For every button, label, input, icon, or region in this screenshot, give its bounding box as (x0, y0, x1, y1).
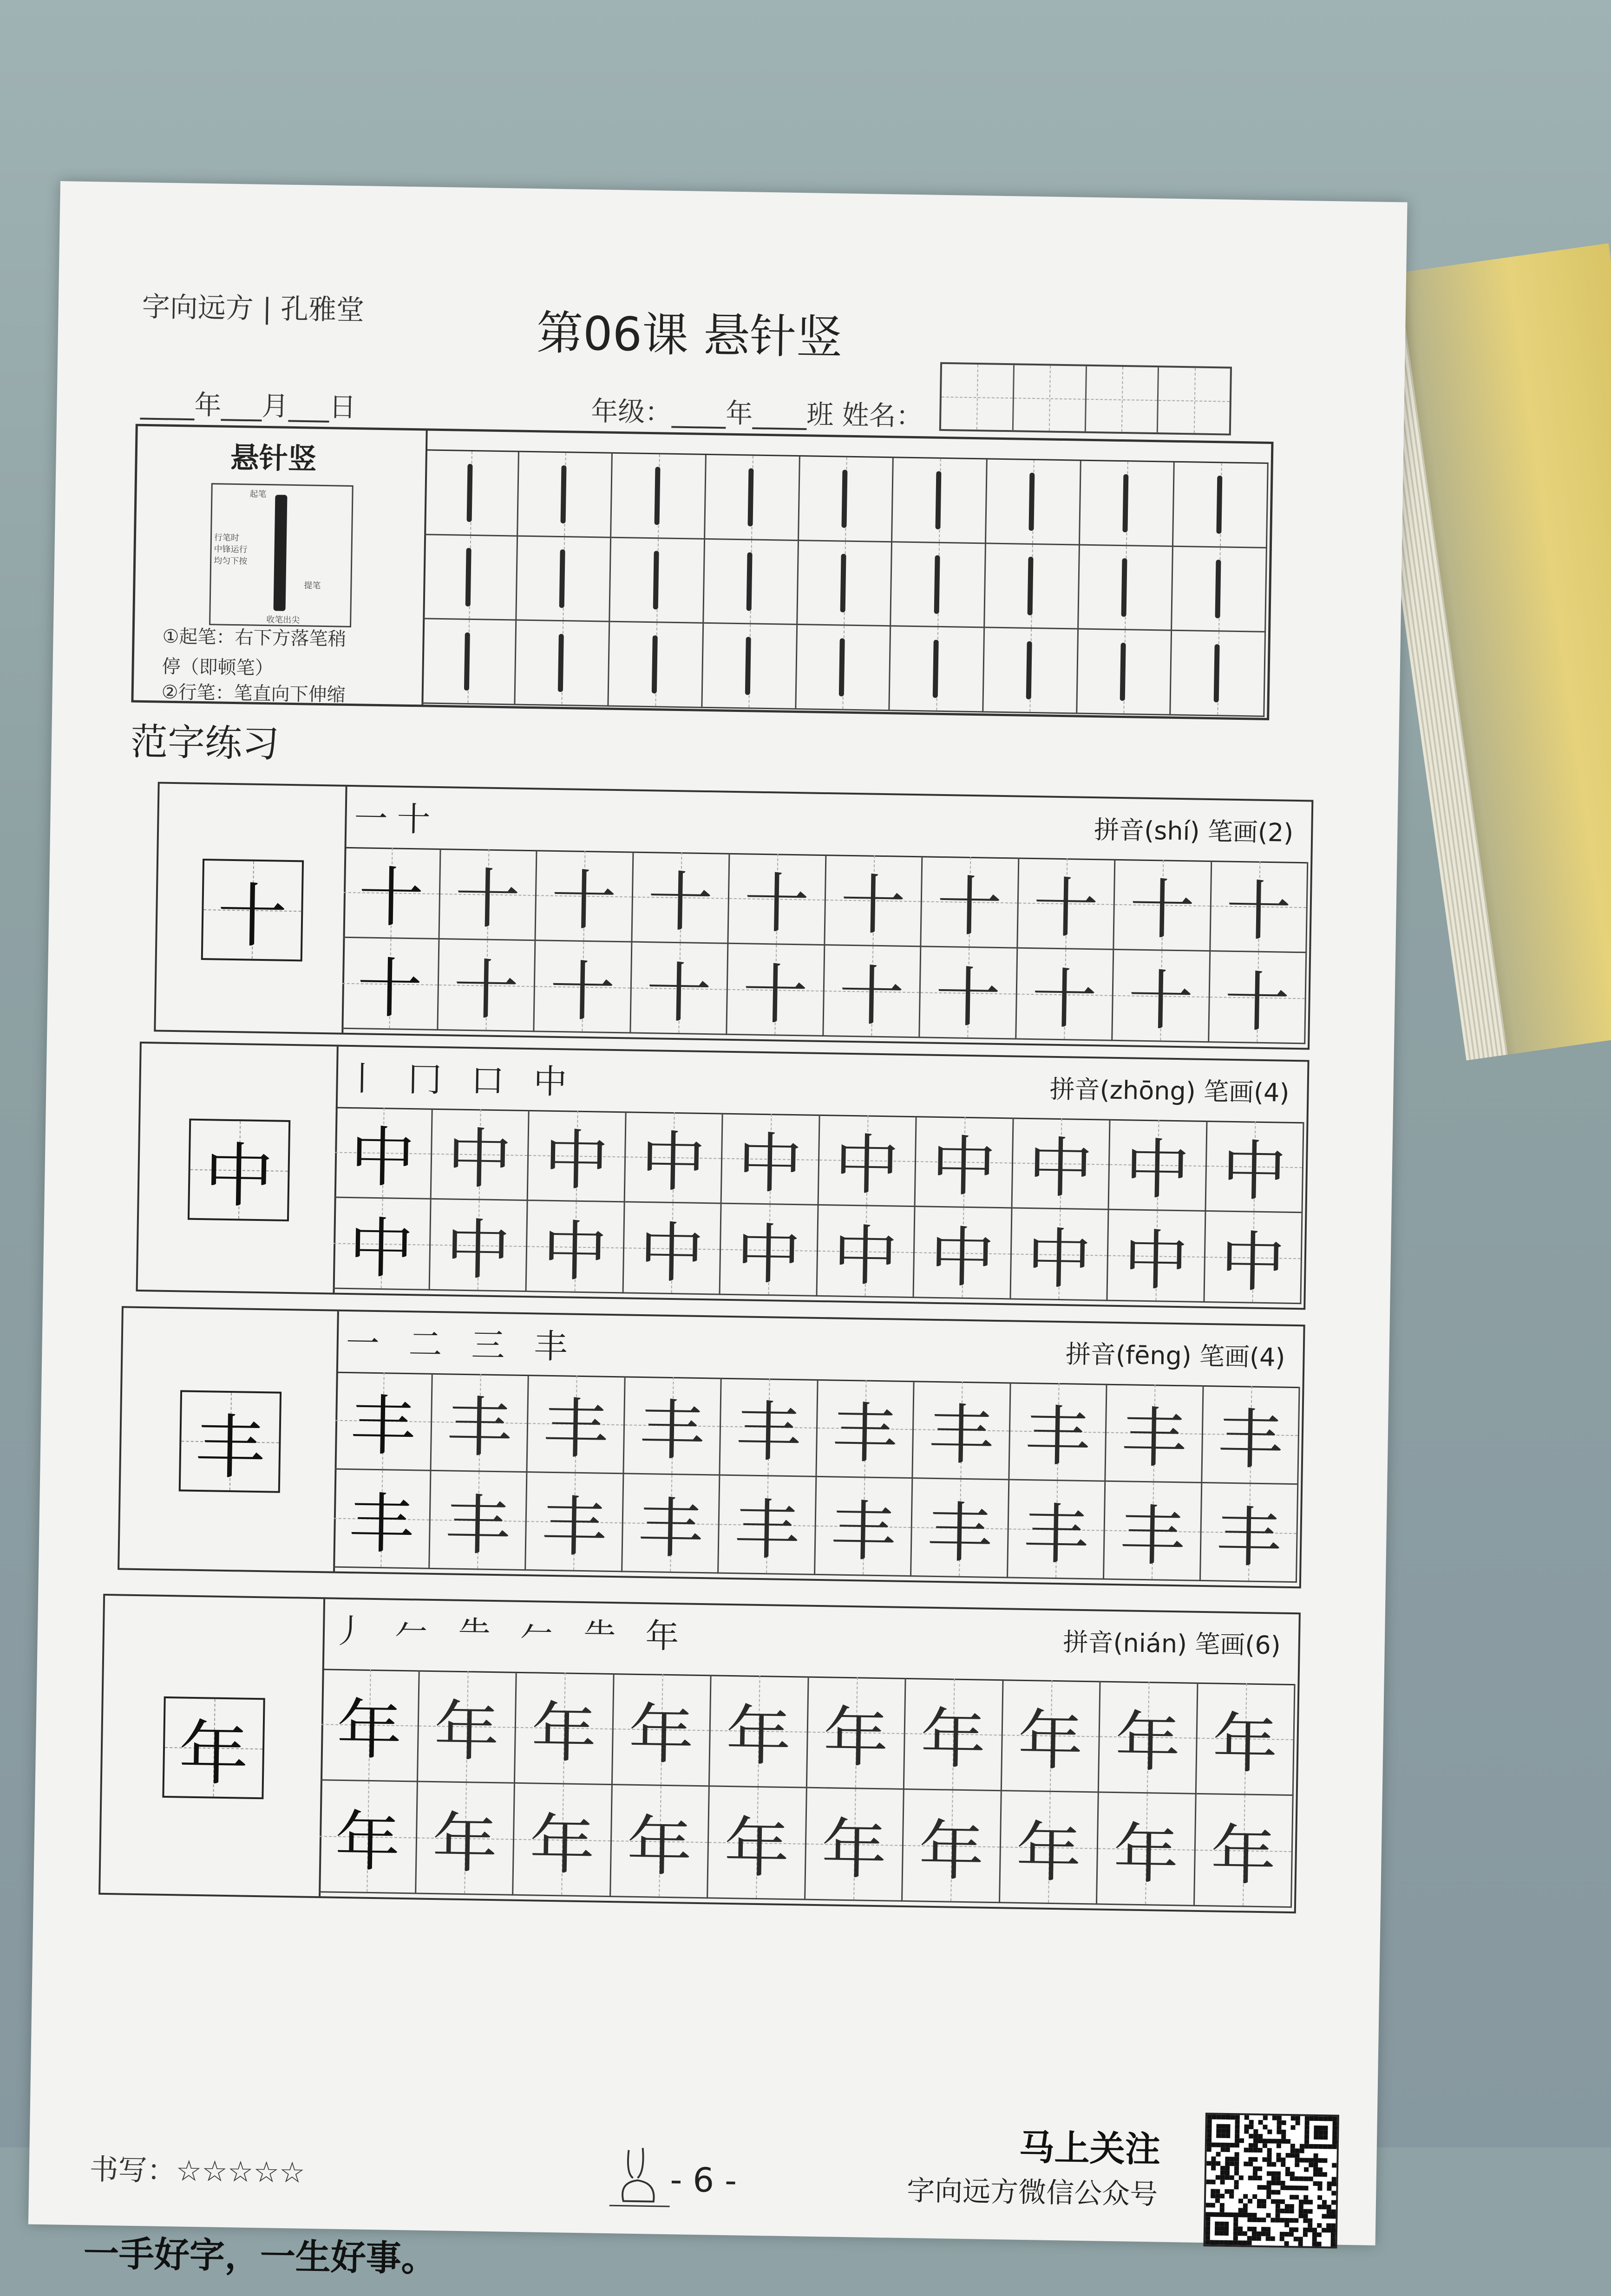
traced-vertical-stroke (747, 553, 753, 611)
written-character: 年 (920, 1701, 987, 1778)
brand-logo: 字向远方 | 孔雅堂 (142, 290, 365, 327)
written-character: 十 (935, 959, 1002, 1037)
practice-cell[interactable] (719, 1476, 817, 1575)
practice-cell[interactable] (708, 1787, 807, 1900)
traced-vertical-stroke (652, 635, 658, 693)
stroke-practice-cell[interactable] (424, 450, 519, 536)
practice-cell[interactable] (921, 856, 1019, 948)
written-character: 年 (432, 1805, 498, 1882)
written-character: 丰 (637, 1490, 704, 1567)
practice-cell[interactable] (430, 1471, 528, 1571)
practice-cell[interactable] (418, 1670, 517, 1784)
character-practice-block (136, 1042, 1309, 1310)
stroke-practice-cell[interactable] (610, 538, 706, 624)
diagram-note: 起笔 (249, 489, 267, 500)
stroke-practice-cell[interactable] (1080, 461, 1175, 547)
written-character: 年 (1210, 1817, 1277, 1895)
practice-cell[interactable] (439, 848, 537, 941)
written-character: 丰 (542, 1391, 609, 1468)
practice-cell[interactable] (1196, 1683, 1295, 1796)
character-practice-block (154, 782, 1313, 1050)
traced-vertical-stroke (654, 467, 660, 525)
written-character: 十 (358, 860, 425, 937)
written-character: 丰 (928, 1397, 995, 1474)
pinyin-stroke-count: 拼音(shí) 笔画(2) (1094, 815, 1294, 848)
practice-cell[interactable] (1008, 1480, 1106, 1579)
practice-cell[interactable] (1194, 1794, 1293, 1908)
practice-cell[interactable] (710, 1675, 809, 1788)
written-character: 中 (542, 1213, 608, 1291)
written-character: 中 (446, 1121, 513, 1198)
model-character-box (188, 1119, 290, 1221)
practice-cell[interactable] (513, 1784, 612, 1897)
written-character: 丰 (349, 1388, 416, 1465)
traced-vertical-stroke (934, 555, 940, 613)
lesson-title: 第06课 悬针竖 (536, 306, 843, 365)
model-character: 年 (178, 1713, 249, 1795)
practice-cell[interactable] (1104, 1482, 1202, 1581)
written-character: 年 (336, 1692, 403, 1769)
written-character: 丰 (926, 1495, 993, 1572)
practice-cell[interactable] (720, 1378, 818, 1477)
practice-cell[interactable] (1109, 1119, 1207, 1212)
written-character: 年 (823, 1699, 889, 1776)
written-character: 中 (348, 1211, 414, 1288)
practice-cell[interactable] (333, 1470, 431, 1569)
practice-cell[interactable] (819, 1115, 917, 1207)
motto: 一手好字，一生好事。 (83, 2232, 437, 2280)
practice-cell[interactable] (1107, 1210, 1206, 1303)
written-character: 中 (832, 1218, 899, 1295)
pinyin-stroke-count: 拼音(nián) 笔画(6) (1063, 1627, 1281, 1660)
stroke-practice-cell[interactable] (1172, 547, 1267, 633)
practice-cell[interactable] (722, 1113, 820, 1206)
practice-cell[interactable] (623, 1202, 722, 1295)
practice-cell[interactable] (913, 1381, 1011, 1480)
practice-cell[interactable] (1114, 859, 1212, 952)
written-character: 丰 (1217, 1401, 1284, 1479)
stroke-practice-cell[interactable] (702, 624, 797, 710)
practice-cell[interactable] (1202, 1385, 1300, 1485)
written-character: 中 (1221, 1133, 1288, 1210)
traced-vertical-stroke (1215, 560, 1221, 618)
name-box[interactable] (1086, 366, 1159, 432)
model-character-box (179, 1390, 282, 1493)
written-character: 十 (646, 955, 712, 1032)
practice-cell[interactable] (1011, 1208, 1109, 1301)
name-box[interactable] (1014, 365, 1087, 431)
written-character: 年 (1212, 1705, 1278, 1783)
practice-cell[interactable] (911, 1479, 1009, 1578)
model-character-box (162, 1696, 265, 1799)
stroke-practice-cell[interactable] (704, 540, 799, 626)
written-character: 十 (550, 862, 617, 939)
written-character: 十 (1224, 964, 1290, 1041)
qr-code-icon[interactable] (1203, 2113, 1339, 2248)
practice-cell[interactable] (343, 847, 441, 939)
stroke-practice-cell[interactable] (1079, 545, 1174, 631)
traced-vertical-stroke (1213, 644, 1219, 702)
written-character: 丰 (832, 1395, 898, 1473)
practice-cell[interactable] (631, 943, 729, 1035)
practice-cell[interactable] (815, 1477, 913, 1577)
stroke-order: 一十 (354, 799, 440, 839)
traced-vertical-stroke (653, 551, 659, 609)
written-character: 丰 (1024, 1398, 1091, 1475)
written-character: 十 (936, 868, 1003, 946)
practice-cell[interactable] (824, 946, 922, 1038)
written-character: 十 (453, 952, 519, 1029)
practice-cell[interactable] (625, 1111, 723, 1204)
written-character: 丰 (446, 1389, 512, 1467)
stroke-guide (133, 426, 427, 705)
written-character: 丰 (639, 1392, 705, 1469)
stroke-practice-cell[interactable] (983, 628, 1078, 714)
written-character: 丰 (1022, 1496, 1089, 1573)
rabbit-icon (609, 2140, 671, 2211)
section-title: 范字练习 (130, 720, 280, 766)
written-character: 中 (1124, 1132, 1191, 1209)
written-character: 中 (640, 1124, 707, 1201)
character-practice-grid[interactable] (333, 1372, 1300, 1583)
written-character: 年 (334, 1804, 401, 1881)
stroke-practice-cell[interactable] (609, 622, 704, 708)
written-character: 中 (638, 1215, 705, 1292)
traced-vertical-stroke (561, 465, 567, 523)
written-character: 丰 (348, 1486, 415, 1563)
written-character: 中 (445, 1212, 511, 1289)
traced-vertical-stroke (1216, 476, 1222, 534)
traced-vertical-stroke (1026, 641, 1032, 699)
practice-cell[interactable] (1209, 952, 1307, 1044)
name-boxes[interactable] (939, 362, 1232, 436)
diagram-note: 提笔 (304, 581, 321, 591)
stroke-order: 丿 𠂉 ⺧ 𠂉 ⺧ 年 (332, 1611, 689, 1656)
written-character: 年 (725, 1698, 792, 1775)
written-character: 十 (1129, 872, 1196, 949)
character-practice-block (118, 1306, 1305, 1588)
written-character: 年 (626, 1808, 693, 1885)
diagram-note: 中锋运行 (214, 544, 248, 555)
written-character: 中 (930, 1128, 997, 1206)
practice-cell[interactable] (536, 850, 634, 942)
stroke-practice-cell[interactable] (611, 454, 707, 540)
practice-cell[interactable] (528, 1110, 627, 1202)
practice-cell[interactable] (1002, 1679, 1100, 1793)
stroke-practice-cell[interactable] (892, 458, 988, 544)
stroke-diagram (209, 483, 354, 627)
model-character-panel (156, 784, 347, 1033)
written-character: 年 (1015, 1814, 1082, 1892)
practice-cell[interactable] (817, 1206, 916, 1298)
traced-vertical-stroke (1028, 557, 1034, 615)
written-character: 中 (929, 1220, 995, 1297)
written-character: 丰 (541, 1489, 608, 1566)
practice-cell[interactable] (904, 1678, 1003, 1791)
practice-cell[interactable] (526, 1473, 624, 1572)
stroke-practice-cell[interactable] (1077, 630, 1172, 716)
practice-cell[interactable] (916, 1116, 1014, 1208)
stroke-practice-cell[interactable] (799, 457, 894, 542)
stroke-practice-cell[interactable] (517, 536, 612, 622)
practice-cell[interactable] (1000, 1791, 1099, 1905)
traced-vertical-stroke (840, 554, 846, 612)
written-character: 十 (1033, 870, 1099, 947)
practice-cell[interactable] (1009, 1382, 1107, 1481)
wechat-account-label: 字向远方微信公众号 (906, 2174, 1158, 2211)
written-character: 年 (433, 1693, 500, 1770)
traced-vertical-stroke (467, 464, 473, 522)
traced-vertical-stroke (464, 633, 470, 691)
stroke-practice-cell[interactable] (705, 455, 800, 541)
practice-cell[interactable] (527, 1201, 625, 1293)
practice-cell[interactable] (720, 1204, 819, 1297)
practice-cell[interactable] (825, 854, 923, 947)
character-practice-grid[interactable] (333, 1107, 1304, 1305)
written-character: 丰 (1215, 1499, 1282, 1577)
model-character: 中 (203, 1135, 275, 1218)
stroke-practice-cell[interactable] (798, 541, 893, 627)
practice-cell[interactable] (632, 852, 730, 944)
written-character: 中 (737, 1126, 803, 1203)
practice-cell[interactable] (1099, 1681, 1198, 1794)
practice-cell[interactable] (438, 939, 536, 1032)
written-character: 十 (1031, 961, 1098, 1038)
written-character: 十 (1127, 963, 1194, 1040)
written-character: 年 (1113, 1816, 1179, 1893)
traced-vertical-stroke (745, 637, 751, 695)
practice-cell[interactable] (806, 1788, 904, 1902)
practice-cell[interactable] (611, 1785, 710, 1898)
written-character: 年 (529, 1807, 596, 1884)
practice-cell[interactable] (534, 941, 632, 1033)
practice-cell[interactable] (334, 1107, 433, 1200)
written-character: 十 (1225, 873, 1292, 950)
pinyin-stroke-count: 拼音(fēng) 笔画(4) (1065, 1339, 1286, 1372)
practice-cell[interactable] (807, 1676, 906, 1790)
practice-cell[interactable] (515, 1672, 614, 1785)
traced-vertical-stroke (839, 639, 845, 697)
stroke-practice-cell[interactable] (423, 535, 517, 621)
practice-cell[interactable] (430, 1200, 528, 1292)
practice-cell[interactable] (624, 1376, 722, 1475)
traced-vertical-stroke (1122, 474, 1128, 532)
written-character: 中 (833, 1127, 900, 1204)
traced-vertical-stroke (842, 470, 848, 528)
stroke-practice-cell[interactable] (421, 620, 516, 705)
traced-vertical-stroke (935, 471, 941, 529)
written-character: 十 (743, 866, 810, 943)
stroke-practice-panel (131, 424, 1273, 720)
written-character: 年 (1114, 1704, 1181, 1781)
model-character: 丰 (194, 1407, 266, 1489)
practice-cell[interactable] (431, 1373, 529, 1473)
practice-cell[interactable] (903, 1790, 1002, 1903)
diagram-note: 行笔时 (214, 533, 240, 543)
name-box[interactable] (941, 364, 1015, 430)
written-character: 丰 (735, 1394, 802, 1471)
stroke-practice-cell[interactable] (1171, 631, 1266, 717)
written-character: 中 (349, 1120, 416, 1197)
written-character: 中 (1027, 1130, 1094, 1207)
practice-cell[interactable] (334, 1372, 432, 1471)
stroke-practice-cell[interactable] (1173, 463, 1269, 548)
practice-cell[interactable] (914, 1207, 1012, 1299)
diagram-note: 均匀下按 (214, 556, 248, 567)
written-character: 年 (628, 1696, 694, 1774)
follow-heading: 马上关注 (1019, 2126, 1161, 2170)
traced-vertical-stroke (558, 634, 564, 692)
model-character-panel (138, 1044, 339, 1293)
practice-cell[interactable] (319, 1781, 418, 1894)
written-character: 十 (840, 867, 906, 944)
stroke-note: ②行笔：笔直向下伸缩 (161, 681, 346, 706)
stroke-practice-cell[interactable] (518, 452, 613, 538)
written-character: 丰 (733, 1492, 800, 1569)
practice-cell[interactable] (333, 1198, 432, 1291)
character-practice-block (98, 1594, 1301, 1913)
traced-vertical-stroke (465, 548, 472, 606)
practice-cell[interactable] (341, 938, 439, 1031)
practice-cell[interactable] (1106, 1384, 1204, 1483)
written-character: 年 (1017, 1702, 1084, 1780)
vertical-stroke-example (274, 495, 288, 611)
name-box[interactable] (1158, 367, 1230, 433)
pinyin-stroke-count: 拼音(zhōng) 笔画(4) (1049, 1074, 1290, 1108)
stroke-practice-cell[interactable] (985, 544, 1080, 630)
written-character: 年 (821, 1811, 887, 1888)
practice-cell[interactable] (1016, 949, 1114, 1041)
written-character: 丰 (1120, 1400, 1187, 1477)
written-character: 丰 (830, 1493, 897, 1571)
model-character-box (201, 859, 304, 961)
worksheet-page (28, 181, 1408, 2280)
written-character: 年 (723, 1810, 790, 1887)
character-practice-grid[interactable] (341, 847, 1308, 1044)
stroke-title: 悬针竖 (230, 440, 317, 476)
practice-cell[interactable] (728, 853, 826, 946)
written-character: 中 (543, 1122, 610, 1200)
date-line: ____年___月___日 (140, 388, 356, 424)
traced-vertical-stroke (1120, 643, 1126, 701)
written-character: 十 (838, 958, 905, 1035)
practice-cell[interactable] (1206, 1121, 1304, 1213)
practice-cell[interactable] (920, 947, 1018, 1039)
written-character: 中 (1123, 1223, 1189, 1300)
practice-cell[interactable] (1097, 1793, 1196, 1906)
written-character: 年 (918, 1813, 985, 1890)
model-character: 十 (216, 875, 288, 958)
written-character: 丰 (445, 1487, 511, 1565)
practice-cell[interactable] (612, 1673, 711, 1787)
written-character: 十 (454, 861, 521, 938)
written-character: 十 (549, 953, 616, 1031)
written-character: 十 (356, 951, 423, 1028)
stroke-practice-cell[interactable] (890, 627, 985, 713)
traced-vertical-stroke (559, 549, 565, 607)
stroke-order: 一 二 三 丰 (346, 1323, 577, 1366)
practice-cell[interactable] (321, 1669, 419, 1782)
stroke-order: 丨 冂 口 中 (345, 1058, 577, 1102)
stroke-note: ①起笔：右下方落笔稍 (162, 626, 347, 650)
stroke-practice-cell[interactable] (796, 625, 891, 711)
stroke-practice-cell[interactable] (891, 542, 986, 628)
model-character-panel (119, 1308, 339, 1571)
writing-rating: 书写：☆☆☆☆☆ (89, 2152, 306, 2190)
stroke-practice-cell[interactable] (515, 621, 610, 707)
traced-vertical-stroke (1121, 558, 1127, 616)
page-number: - 6 - (669, 2160, 737, 2200)
stroke-note: 停（即顿笔） (162, 656, 274, 679)
practice-cell[interactable] (416, 1782, 515, 1896)
practice-cell[interactable] (1018, 858, 1116, 950)
practice-cell[interactable] (1211, 861, 1309, 953)
practice-cell[interactable] (1200, 1483, 1298, 1583)
written-character: 年 (530, 1695, 597, 1772)
practice-cell[interactable] (817, 1379, 915, 1479)
practice-cell[interactable] (1113, 950, 1211, 1043)
traced-vertical-stroke (748, 468, 754, 526)
traced-vertical-stroke (1029, 473, 1035, 531)
practice-cell[interactable] (1012, 1117, 1111, 1210)
diagram-note: 收笔出尖 (266, 615, 300, 626)
practice-cell[interactable] (727, 944, 825, 1037)
written-character: 十 (742, 957, 809, 1034)
stroke-practice-cell[interactable] (986, 459, 1081, 545)
character-practice-grid[interactable] (319, 1669, 1295, 1908)
practice-cell[interactable] (622, 1474, 720, 1573)
stroke-practice-grid[interactable] (421, 449, 1268, 717)
grade-class-name-line: 年级：____年____班 姓名： (590, 395, 923, 432)
practice-cell[interactable] (1205, 1212, 1303, 1304)
written-character: 十 (647, 864, 714, 941)
traced-vertical-stroke (932, 640, 938, 698)
practice-cell[interactable] (527, 1375, 625, 1474)
written-character: 丰 (1119, 1498, 1185, 1575)
model-character-panel (100, 1596, 325, 1896)
written-character: 中 (1026, 1221, 1093, 1298)
written-character: 中 (735, 1217, 802, 1294)
practice-cell[interactable] (431, 1109, 530, 1201)
written-character: 中 (1219, 1224, 1286, 1301)
